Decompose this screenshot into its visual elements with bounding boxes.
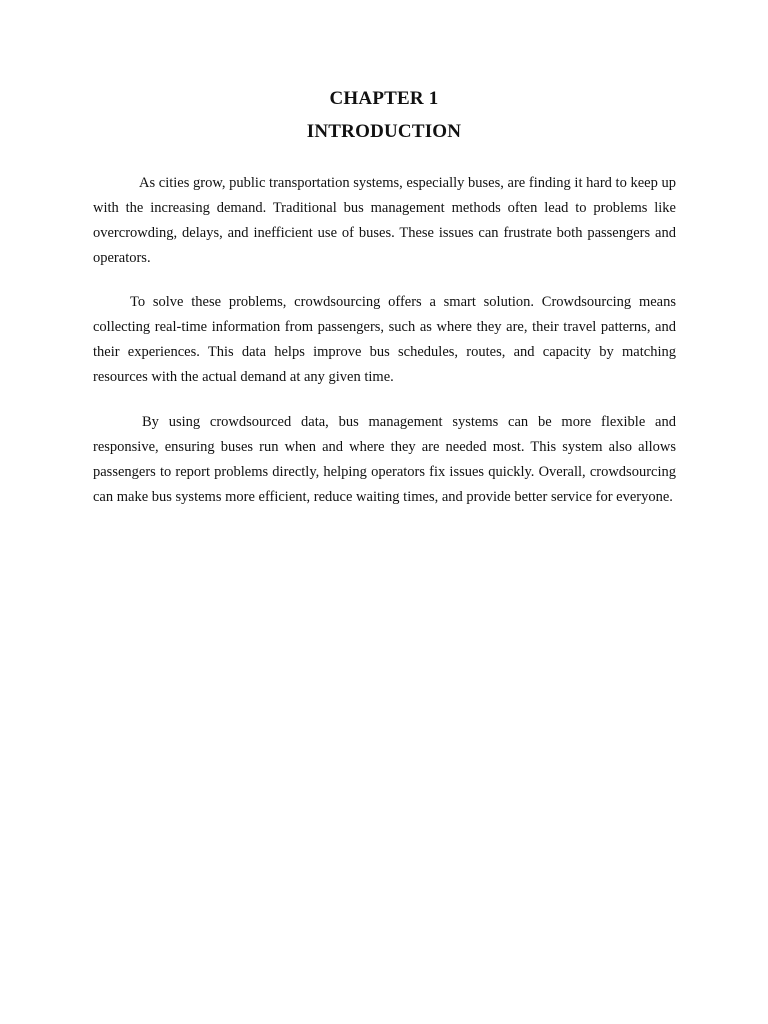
paragraph-3: By using crowdsourced data, bus management systems can be more flexible and responsive, ensuring buses run when and where they are needed most. This system also allows passengers to report problems directly, helping operators fix issues quickly. Overall, crowdsourcing can make bus systems more efficient, reduce waiting times, and provide better service for everyone. [93, 414, 676, 505]
chapter-heading: CHAPTER 1 [329, 88, 439, 109]
paragraph-1: As cities grow, public transportation systems, especially buses, are finding it hard to keep up with the increasing demand. Traditional bus management methods often lead to problems like overcrowding, delays, and inefficient use of buses. These issues can frustrate both passengers and operators. [93, 175, 676, 266]
paragraph-2: To solve these problems, crowdsourcing offers a smart solution. Crowdsourcing means collecting real-time information from passengers, such as where they are, their travel patterns, and their experiences. This data helps improve bus schedules, routes, and capacity by matching resources with the actual demand at any given time. [93, 294, 676, 385]
section-title: INTRODUCTION [306, 121, 462, 142]
